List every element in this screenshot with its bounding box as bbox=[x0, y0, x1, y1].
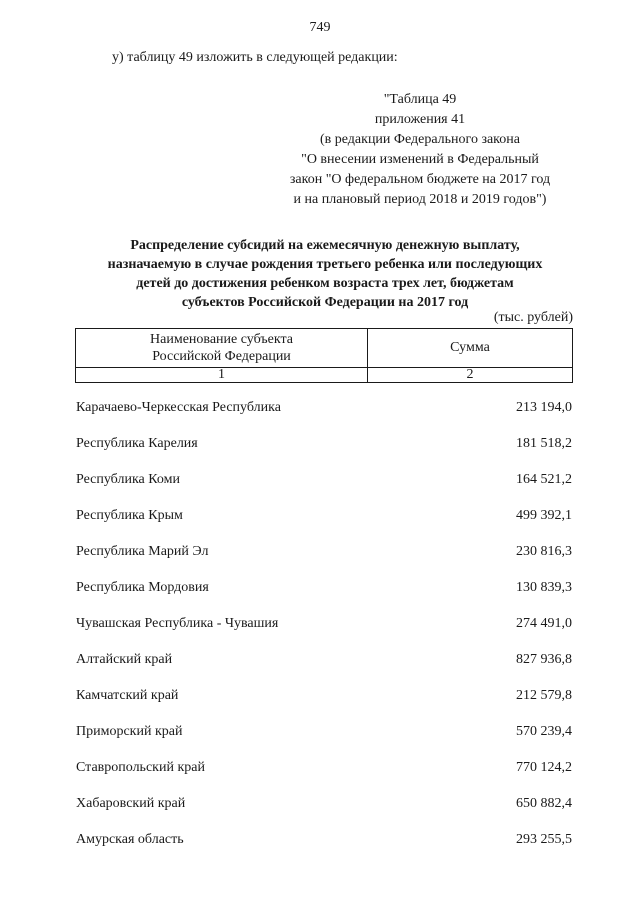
region-name: Приморский край bbox=[76, 724, 183, 739]
caption-line: закон "О федеральном бюджете на 2017 год bbox=[289, 172, 551, 187]
amount: 274 491,0 bbox=[516, 616, 572, 631]
table-row bbox=[76, 400, 572, 436]
amount: 181 518,2 bbox=[516, 436, 572, 451]
caption-line: "О внесении изменений в Федеральный bbox=[301, 152, 539, 167]
table-body bbox=[76, 400, 572, 868]
amount: 164 521,2 bbox=[516, 472, 572, 487]
amount: 570 239,4 bbox=[516, 724, 572, 739]
table-row bbox=[76, 832, 572, 868]
table-row bbox=[76, 724, 572, 760]
units-label: (тыс. рублей) bbox=[493, 310, 573, 325]
column-number-1: 1 bbox=[76, 368, 368, 383]
title-line: Распределение субсидий на ежемесячную денежную выплату, bbox=[130, 238, 520, 253]
table-caption-block bbox=[260, 90, 580, 210]
amount: 293 255,5 bbox=[516, 832, 572, 847]
document-title bbox=[80, 236, 570, 312]
title-line: детей до достижения ребенком возраста трех лет, бюджетам bbox=[136, 276, 514, 291]
amount: 212 579,8 bbox=[516, 688, 572, 703]
table-row bbox=[76, 688, 572, 724]
column-header-name-line2: Российской Федерации bbox=[152, 349, 291, 364]
title-line: субъектов Российской Федерации на 2017 год bbox=[181, 295, 469, 310]
table-header bbox=[75, 328, 573, 383]
caption-line: и на плановый период 2018 и 2019 годов") bbox=[293, 192, 547, 207]
region-name: Карачаево-Черкесская Республика bbox=[76, 400, 281, 415]
intro-text: у) таблицу 49 изложить в следующей редакции: bbox=[112, 50, 398, 65]
region-name: Республика Коми bbox=[76, 472, 180, 487]
amount: 230 816,3 bbox=[516, 544, 572, 559]
amount: 213 194,0 bbox=[516, 400, 572, 415]
caption-line: приложения 41 bbox=[374, 112, 466, 127]
region-name: Алтайский край bbox=[76, 652, 173, 667]
table-row bbox=[76, 544, 572, 580]
amount: 827 936,8 bbox=[516, 652, 572, 667]
caption-line: (в редакции Федерального закона bbox=[320, 132, 520, 147]
table-row bbox=[76, 580, 572, 616]
column-header-sum: Сумма bbox=[368, 329, 573, 368]
title-line: назначаемую в случае рождения третьего ребенка или последующих bbox=[107, 257, 543, 272]
table-row bbox=[76, 472, 572, 508]
table-row bbox=[76, 616, 572, 652]
table-row bbox=[76, 796, 572, 832]
page-number: 749 bbox=[309, 20, 331, 35]
amount: 770 124,2 bbox=[516, 760, 572, 775]
table-row bbox=[76, 760, 572, 796]
caption-line: "Таблица 49 bbox=[383, 92, 457, 107]
region-name: Республика Мордовия bbox=[76, 580, 209, 595]
region-name: Амурская область bbox=[76, 832, 184, 847]
table-row bbox=[76, 436, 572, 472]
amount: 650 882,4 bbox=[516, 796, 572, 811]
region-name: Чувашская Республика - Чувашия bbox=[76, 616, 279, 631]
region-name: Республика Карелия bbox=[76, 436, 198, 451]
amount: 130 839,3 bbox=[516, 580, 572, 595]
table-row bbox=[76, 508, 572, 544]
amount: 499 392,1 bbox=[516, 508, 572, 523]
region-name: Республика Марий Эл bbox=[76, 544, 209, 559]
column-header-name bbox=[76, 329, 368, 368]
table-row bbox=[76, 652, 572, 688]
region-name: Камчатский край bbox=[76, 688, 179, 703]
column-number-2: 2 bbox=[368, 368, 573, 383]
region-name: Республика Крым bbox=[76, 508, 183, 523]
region-name: Ставропольский край bbox=[76, 760, 205, 775]
column-header-name-line1: Наименование субъекта bbox=[150, 332, 293, 347]
region-name: Хабаровский край bbox=[76, 796, 186, 811]
